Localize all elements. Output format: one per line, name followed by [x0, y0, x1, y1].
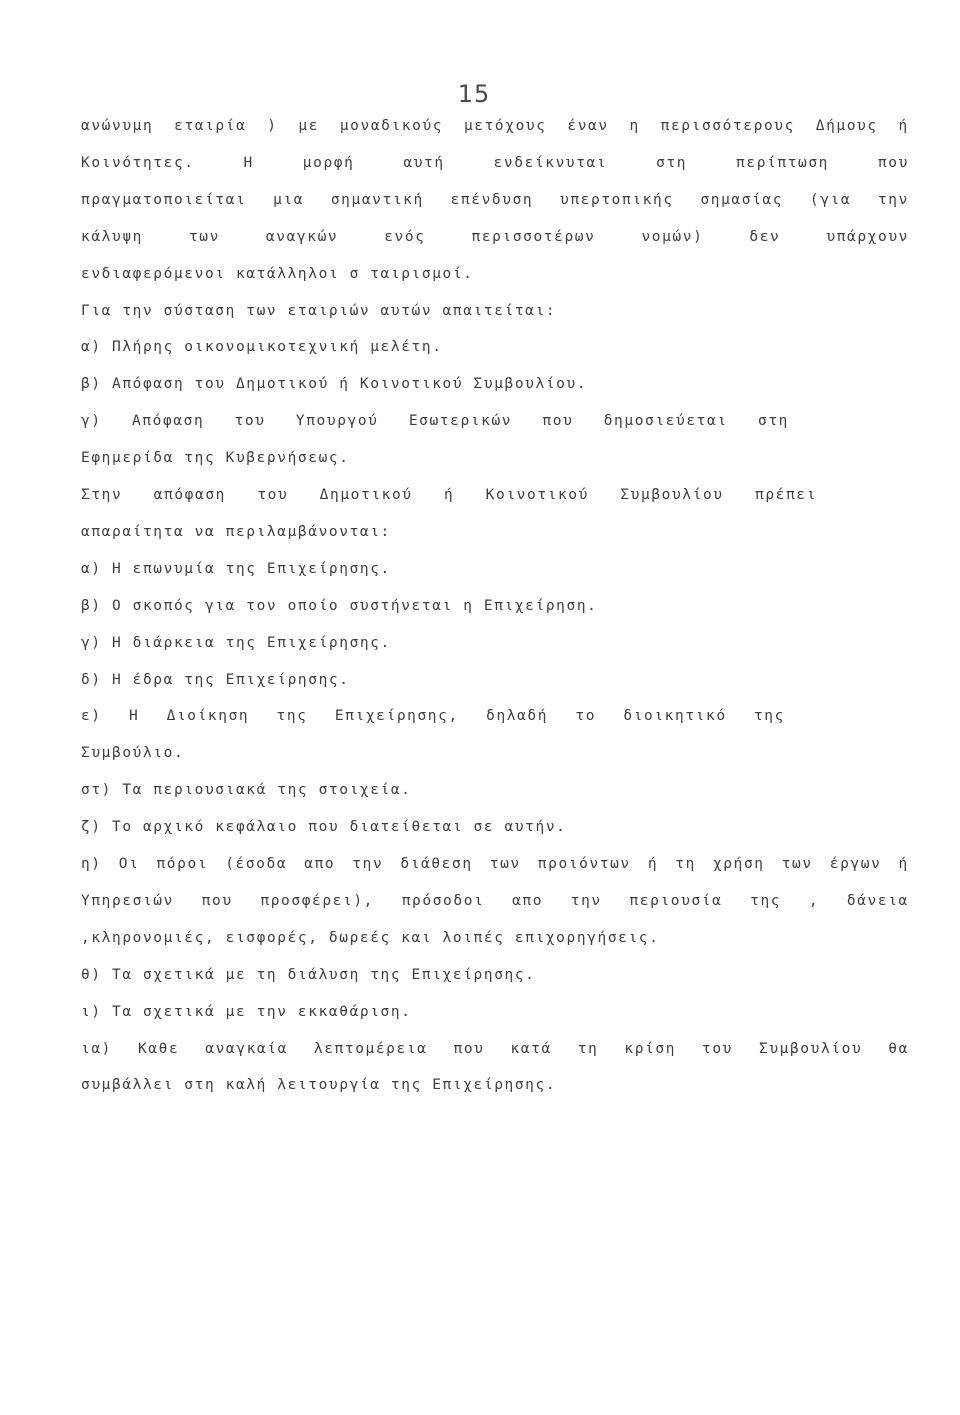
text-line: β) Απόφαση του Δημοτικού ή Κοινοτικού Συμβουλίου. [81, 376, 588, 393]
text-word: πρόσοδοι [401, 892, 485, 909]
text-word: στη [757, 413, 789, 430]
text-word: ια) [81, 1040, 112, 1057]
text-word: διάθεση [400, 856, 473, 872]
text-line [81, 706, 785, 726]
text-word: ενδείκνυται [493, 154, 608, 171]
text-word: την [352, 856, 384, 872]
text-word: , [808, 892, 820, 909]
text-word: της [753, 708, 785, 725]
text-word: Διοίκηση [166, 708, 250, 725]
text-word: αναγκαία [205, 1040, 288, 1057]
text-word: ανώνυμη [81, 118, 154, 134]
text-word: σημασίας [700, 191, 784, 208]
text-line: Συμβούλιο. [81, 745, 185, 762]
text-word: Οι [118, 856, 140, 872]
text-word: (για [809, 191, 852, 208]
text-word: επένδυση [450, 191, 534, 208]
text-line: ενδιαφερόμενοι κατάλληλοι σ ταιρισμοί. [81, 265, 474, 282]
text-word: που [453, 1040, 485, 1057]
text-word: αναγκών [265, 228, 339, 245]
text-word: γ) [81, 413, 102, 430]
text-word: πραγματοποιείται [81, 191, 247, 208]
text-line: ι) Τα σχετικά με την εκκαθάριση. [81, 1003, 412, 1020]
text-word: ή [898, 118, 909, 134]
page-number: 15 [457, 80, 491, 108]
text-word: σημαντική [330, 191, 424, 208]
text-word: έναν [567, 118, 609, 134]
text-word: απο [512, 892, 544, 909]
text-word: Συμβουλίου [620, 487, 724, 503]
text-word: ή [443, 487, 455, 503]
text-word: που [877, 154, 909, 171]
text-line: ζ) Το αρχικό κεφάλαιο που διατείθεται σε αυτήν. [81, 819, 567, 836]
text-word: προσφέρει), [260, 892, 375, 909]
text-word: πρέπει [754, 487, 817, 503]
text-line [81, 227, 909, 247]
text-word: Η [243, 154, 254, 171]
text-word: την [570, 892, 602, 909]
text-word: χρήση [712, 856, 765, 872]
text-word: έργων [829, 856, 882, 872]
text-line: Για την σύσταση των εταιριών αυτών απαιτείται: [81, 302, 557, 319]
text-word: προιόντων [537, 856, 631, 872]
text-line: γ) Η διάρκεια της Επιχείρησης. [81, 634, 391, 651]
text-word: με [298, 118, 320, 134]
text-word: των [188, 228, 220, 245]
text-word: της [276, 708, 308, 725]
text-word: Η [128, 708, 140, 725]
text-word: μια [273, 191, 305, 208]
text-word: υπάρχουν [826, 228, 909, 245]
text-word: περιουσία [629, 892, 723, 909]
text-line [81, 116, 909, 136]
text-word: αυτή [403, 154, 445, 171]
text-line: ,κληρονομιές, εισφορές, δωρεές και λοιπές επιχορηγήσεις. [81, 929, 660, 946]
text-line [81, 153, 909, 173]
text-word: κατά [510, 1040, 552, 1057]
text-word: της [750, 892, 782, 909]
text-word: δάνεια [846, 892, 909, 909]
text-word: περισσοτέρων [471, 228, 596, 245]
text-line: Εφημερίδα της Κυβερνήσεως. [81, 450, 350, 467]
text-word: περισσότερους [660, 118, 795, 134]
text-word: του [702, 1040, 734, 1057]
text-word: που [542, 413, 574, 430]
text-word: η) [81, 856, 102, 872]
text-word: δημοσιεύεται [603, 413, 728, 430]
text-word: Εσωτερικών [408, 413, 513, 430]
text-word: Απόφαση [131, 413, 205, 430]
text-word: τη [577, 1040, 599, 1057]
text-word: κρίση [624, 1040, 677, 1057]
text-word: Επιχείρησης, [334, 708, 459, 725]
text-line [81, 891, 909, 911]
text-word: διοικητικό [623, 708, 727, 725]
text-word: Δήμους [815, 118, 878, 134]
text-word: Συμβουλίου [758, 1040, 863, 1057]
text-word: μοναδικούς [339, 118, 444, 134]
text-word: των [489, 856, 521, 872]
text-line: α) Πλήρης οικονομικοτεχνική μελέτη. [81, 339, 443, 356]
text-word: μορφή [302, 154, 355, 171]
text-line: θ) Τα σχετικά με τη διάλυση της Επιχείρησης. [81, 966, 536, 983]
text-word: απόφαση [153, 487, 226, 503]
text-word: πόροι [156, 856, 209, 872]
text-line: α) Η επωνυμία της Επιχείρησης. [81, 560, 391, 577]
text-word: ενός [384, 228, 426, 245]
text-word: εταιρία [174, 118, 247, 134]
text-word: Στην [81, 487, 123, 503]
text-word: δηλαδή [486, 708, 549, 725]
text-word: λεπτομέρεια [313, 1040, 428, 1057]
text-line [81, 411, 789, 431]
text-line: στ) Τα περιουσιακά της στοιχεία. [81, 782, 412, 799]
text-word: το [575, 708, 597, 725]
text-word: ε) [81, 708, 102, 725]
text-word: μετόχους [463, 118, 547, 134]
text-word: ή [647, 856, 659, 872]
text-line: απαραίτητα να περιλαμβάνονται: [81, 523, 391, 540]
text-word: η [629, 118, 640, 134]
text-word: ) [267, 118, 278, 134]
text-line [81, 190, 909, 210]
text-word: Κοινότητες. [81, 154, 195, 171]
text-line: δ) Η έδρα της Επιχείρησης. [81, 671, 350, 688]
text-line [81, 854, 909, 874]
text-word: δεν [749, 228, 781, 245]
text-word: νομών) [641, 228, 704, 245]
text-word: τη [675, 856, 696, 872]
text-word: την [877, 191, 909, 208]
text-word: στη [656, 154, 688, 171]
text-word: Υπηρεσιών [81, 892, 174, 909]
text-word: του [257, 487, 289, 503]
text-word: απο [304, 856, 336, 872]
text-line [81, 485, 817, 505]
text-word: περίπτωση [736, 154, 830, 171]
text-word: Δημοτικού [319, 487, 413, 503]
text-word: κάλυψη [81, 228, 143, 245]
text-word: θα [888, 1040, 909, 1057]
text-word: ή [898, 856, 909, 872]
text-line: συμβάλλει στη καλή λειτουργία της Επιχείρησης. [81, 1077, 557, 1094]
text-line [81, 1039, 909, 1059]
text-word: Καθε [137, 1040, 180, 1057]
text-word: (έσοδα [225, 856, 288, 872]
text-word: του [234, 413, 266, 430]
text-word: Υπουργού [295, 413, 379, 430]
text-word: Κοινοτικού [485, 487, 589, 503]
text-word: υπερτοπικής [560, 191, 674, 208]
text-line: β) Ο σκοπός για τον οποίο συστήνεται η Επιχείρηση. [81, 597, 598, 614]
text-word: των [781, 856, 813, 872]
text-word: που [201, 892, 233, 909]
